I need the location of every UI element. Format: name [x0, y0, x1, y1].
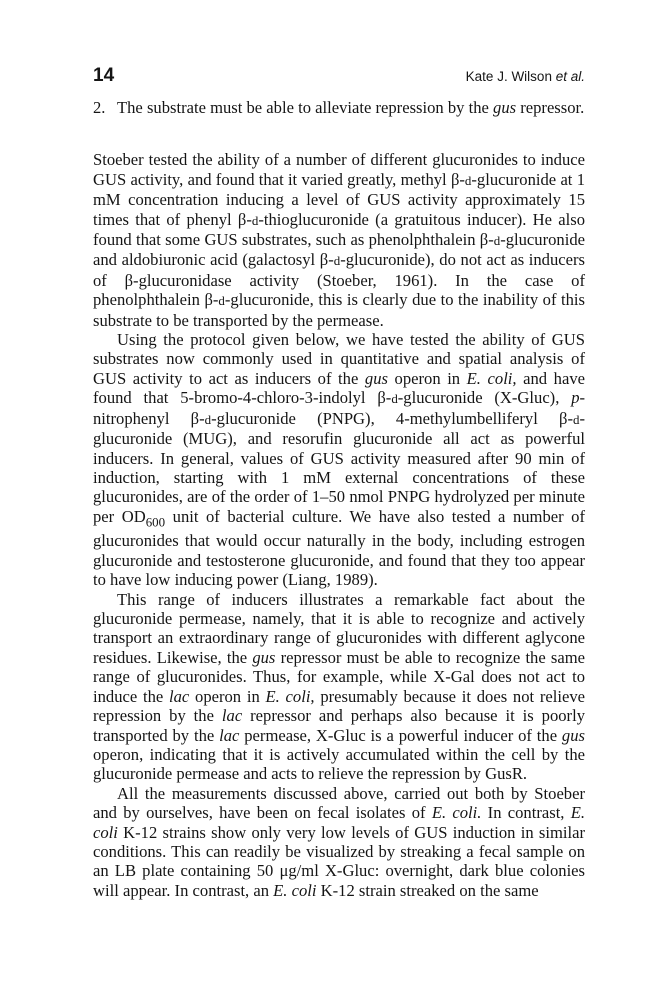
body-text	[93, 98, 585, 900]
page-header	[93, 66, 585, 90]
list-item-text: The substrate must be able to alleviate repression by the gus repressor.	[117, 98, 585, 117]
running-head-author: Kate J. Wilson	[465, 69, 552, 84]
running-head	[466, 69, 585, 85]
paragraph-4: All the measurements discussed above, carried out both by Stoeber and by ourselves, have been on fecal isolates of E. coli. In contrast, E. coli K-12 strains show only very low levels of GUS induction in similar conditions. This can readily be visualized by streaking a fecal sample on an LB plate containing 50 μg/ml X-Gluc: overnight, dark blue colonies will appear. In contrast, an E. coli K-12 strain streaked on the same	[93, 783, 586, 900]
list-item-2	[93, 98, 585, 117]
paragraph-spacer	[93, 117, 585, 150]
paragraph-1: Stoeber tested the ability of a number of different glucuronides to induce GUS activity, and found that it varied greatly, methyl β-d-glucuronide at 1 mM concentration inducing a level of GUS activity approximately 15 times that of phenyl β-d-thioglucuronide (a gratuitous inducer). He also found that some GUS substrates, such as phenolphthalein β-d-glucuronide and aldobiuronic acid (galactosyl β-d-glucuronide), do not act as inducers of β-glucuronidase activity (Stoeber, 1961). In the case of phenolphthalein β-d-glucuronide, this is clearly due to the inability of this substrate to be transported by the permease.	[93, 150, 586, 330]
running-head-et-al: et al.	[555, 69, 585, 84]
page-number: 14	[93, 65, 115, 86]
paragraph-2: Using the protocol given below, we have tested the ability of GUS substrates now commonly used in quantitative and spatial analysis of GUS activity to act as inducers of the gus operon in E. coli, and have found that 5-bromo-4-chloro-3-indolyl β-d-glucuronide (X-Gluc), p-nitrophenyl β-d-glucuronide (PNPG), 4-methylumbelliferyl β-d-glucuronide (MUG), and resorufin glucuronide all act as powerful inducers. In general, values of GUS activity measured after 90 min of induction, starting with 1 mM external concentrations of these glucuronides, are of the order of 1–50 nmol PNPG hydrolyzed per minute per $OD_{600}$ unit of bacterial culture. We have also tested a number of glucuronides that would occur naturally in the body, including estrogen glucuronide and testosterone glucuronide, and found that they too appear to have low inducing power (Liang, 1989).	[93, 330, 586, 590]
list-item-number: 2.	[93, 98, 106, 117]
paragraph-3: This range of inducers illustrates a remarkable fact about the glucuronide permease, namely, that it is able to recognize and actively transport an extraordinary range of glucuronides with different aglycone residues. Likewise, the gus repressor must be able to recognize the same range of glucuronides. Thus, for example, while X-Gal does not act to induce the lac operon in E. coli, presumably because it does not relieve repression by the lac repressor and perhaps also because it is poorly transported by the lac permease, X-Gluc is a powerful inducer of the gus operon, indicating that it is actively accumulated within the cell by the glucuronide permease and acts to relieve the repression by GusR.	[93, 589, 586, 784]
